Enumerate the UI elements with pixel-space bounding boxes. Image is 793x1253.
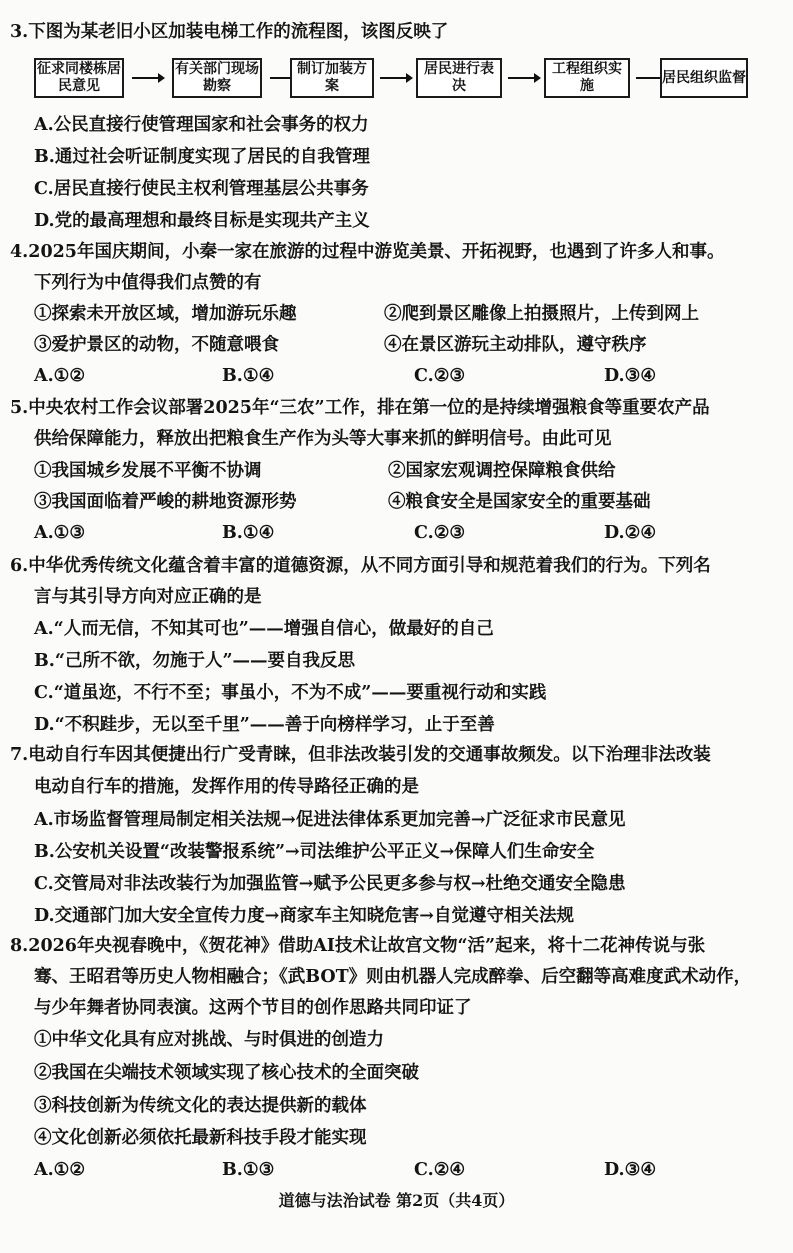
q4-answer-c: C.②③ bbox=[414, 366, 466, 386]
flow-arrow-3 bbox=[378, 70, 414, 86]
q5-answer-b: B.①④ bbox=[222, 523, 275, 543]
q8-answer-b: B.①③ bbox=[222, 1160, 275, 1180]
q5-item-3: ③我国面临着严峻的耕地资源形势 bbox=[34, 492, 297, 512]
q6-stem-line1: 6.中华优秀传统文化蕴含着丰富的道德资源，从不同方面引导和规范着我们的行为。下列名 bbox=[10, 556, 711, 576]
q8-answer-a: A.①② bbox=[34, 1160, 86, 1180]
q7-option-b: B.公安机关设置“改装警报系统”→司法维护公平正义→保障人们生命安全 bbox=[34, 842, 595, 862]
q8-item-4: ④文化创新必须依托最新科技手段才能实现 bbox=[34, 1128, 367, 1148]
q4-answer-b: B.①④ bbox=[222, 366, 275, 386]
flow-box-6: 居民组织监督 bbox=[660, 58, 748, 98]
q6-option-a: A.“人而无信，不知其可也”——增强自信心，做最好的自己 bbox=[34, 619, 494, 639]
page-footer: 道德与法治试卷 第2页（共4页） bbox=[278, 1191, 515, 1210]
q4-item-1: ①探索未开放区域，增加游玩乐趣 bbox=[34, 304, 297, 324]
q4-answer-d: D.③④ bbox=[604, 366, 657, 386]
q8-stem-line1: 8.2026年央视春晚中，《贺花神》借助AI技术让故宫文物“活”起来，将十二花神传说与张 bbox=[10, 936, 706, 956]
q5-stem-line2: 供给保障能力，释放出把粮食生产作为头等大事来抓的鲜明信号。由此可见 bbox=[34, 429, 612, 449]
q8-stem-line2: 骞、王昭君等历史人物相融合；《武BOT》则由机器人完成醉拳、后空翻等高难度武术动作， bbox=[34, 967, 752, 987]
q5-answer-c: C.②③ bbox=[414, 523, 466, 543]
flow-box-1: 征求同楼栋居民意见 bbox=[34, 58, 124, 98]
flow-box-5: 工程组织实施 bbox=[544, 58, 630, 98]
flow-arrow-1 bbox=[130, 70, 166, 86]
q6-option-d: D.“不积跬步，无以至千里”——善于向榜样学习，止于至善 bbox=[34, 715, 495, 735]
q4-item-2: ②爬到景区雕像上拍摄照片，上传到网上 bbox=[384, 304, 699, 324]
q6-option-c: C.“道虽迩，不行不至；事虽小，不为不成”——要重视行动和实践 bbox=[34, 683, 547, 703]
q4-stem-line2: 下列行为中值得我们点赞的有 bbox=[34, 273, 262, 293]
q8-answer-c: C.②④ bbox=[414, 1160, 466, 1180]
q4-item-4: ④在景区游玩主动排队，遵守秩序 bbox=[384, 335, 647, 355]
q7-stem-line1: 7.电动自行车因其便捷出行广受青睐，但非法改装引发的交通事故频发。以下治理非法改装 bbox=[10, 745, 711, 765]
q7-option-c: C.交管局对非法改装行为加强监管→赋予公民更多参与权→杜绝交通安全隐患 bbox=[34, 874, 626, 894]
q3-stem: 3.下图为某老旧小区加装电梯工作的流程图，该图反映了 bbox=[10, 22, 449, 42]
q8-item-3: ③科技创新为传统文化的表达提供新的载体 bbox=[34, 1096, 367, 1116]
q5-item-2: ②国家宏观调控保障粮食供给 bbox=[388, 461, 616, 481]
q8-stem-line3: 与少年舞者协同表演。这两个节目的创作思路共同印证了 bbox=[34, 998, 472, 1018]
q7-stem-line2: 电动自行车的措施，发挥作用的传导路径正确的是 bbox=[34, 777, 419, 797]
q4-item-3: ③爱护景区的动物，不随意喂食 bbox=[34, 335, 279, 355]
q8-item-2: ②我国在尖端技术领域实现了核心技术的全面突破 bbox=[34, 1063, 419, 1083]
q3-option-c: C.居民直接行使民主权利管理基层公共事务 bbox=[34, 179, 369, 199]
q8-answer-d: D.③④ bbox=[604, 1160, 657, 1180]
q5-answer-a: A.①③ bbox=[34, 523, 86, 543]
flow-arrow-4 bbox=[506, 70, 542, 86]
q5-stem-line1: 5.中央农村工作会议部署2025年“三农”工作，排在第一位的是持续增强粮食等重要农产品 bbox=[10, 398, 710, 418]
q5-item-1: ①我国城乡发展不平衡不协调 bbox=[34, 461, 262, 481]
flow-box-3: 制订加装方案 bbox=[290, 58, 374, 98]
q7-option-d: D.交通部门加大安全宣传力度→商家车主知晓危害→自觉遵守相关法规 bbox=[34, 906, 574, 926]
q5-item-4: ④粮食安全是国家安全的重要基础 bbox=[388, 492, 651, 512]
q3-option-d: D.党的最高理想和最终目标是实现共产主义 bbox=[34, 211, 370, 231]
q3-flowchart bbox=[34, 58, 754, 104]
q6-stem-line2: 言与其引导方向对应正确的是 bbox=[34, 587, 262, 607]
q6-option-b: B.“己所不欲，勿施于人”——要自我反思 bbox=[34, 651, 356, 671]
q3-option-a: A.公民直接行使管理国家和社会事务的权力 bbox=[34, 115, 369, 135]
q4-answer-a: A.①② bbox=[34, 366, 86, 386]
flow-box-2: 有关部门现场勘察 bbox=[172, 58, 262, 98]
q3-option-b: B.通过社会听证制度实现了居民的自我管理 bbox=[34, 147, 370, 167]
q8-item-1: ①中华文化具有应对挑战、与时俱进的创造力 bbox=[34, 1030, 384, 1050]
q7-option-a: A.市场监督管理局制定相关法规→促进法律体系更加完善→广泛征求市民意见 bbox=[34, 810, 626, 830]
q5-answer-d: D.②④ bbox=[604, 523, 657, 543]
flow-box-4: 居民进行表决 bbox=[416, 58, 502, 98]
q4-stem-line1: 4.2025年国庆期间，小秦一家在旅游的过程中游览美景、开拓视野，也遇到了许多人和事。 bbox=[10, 242, 725, 262]
